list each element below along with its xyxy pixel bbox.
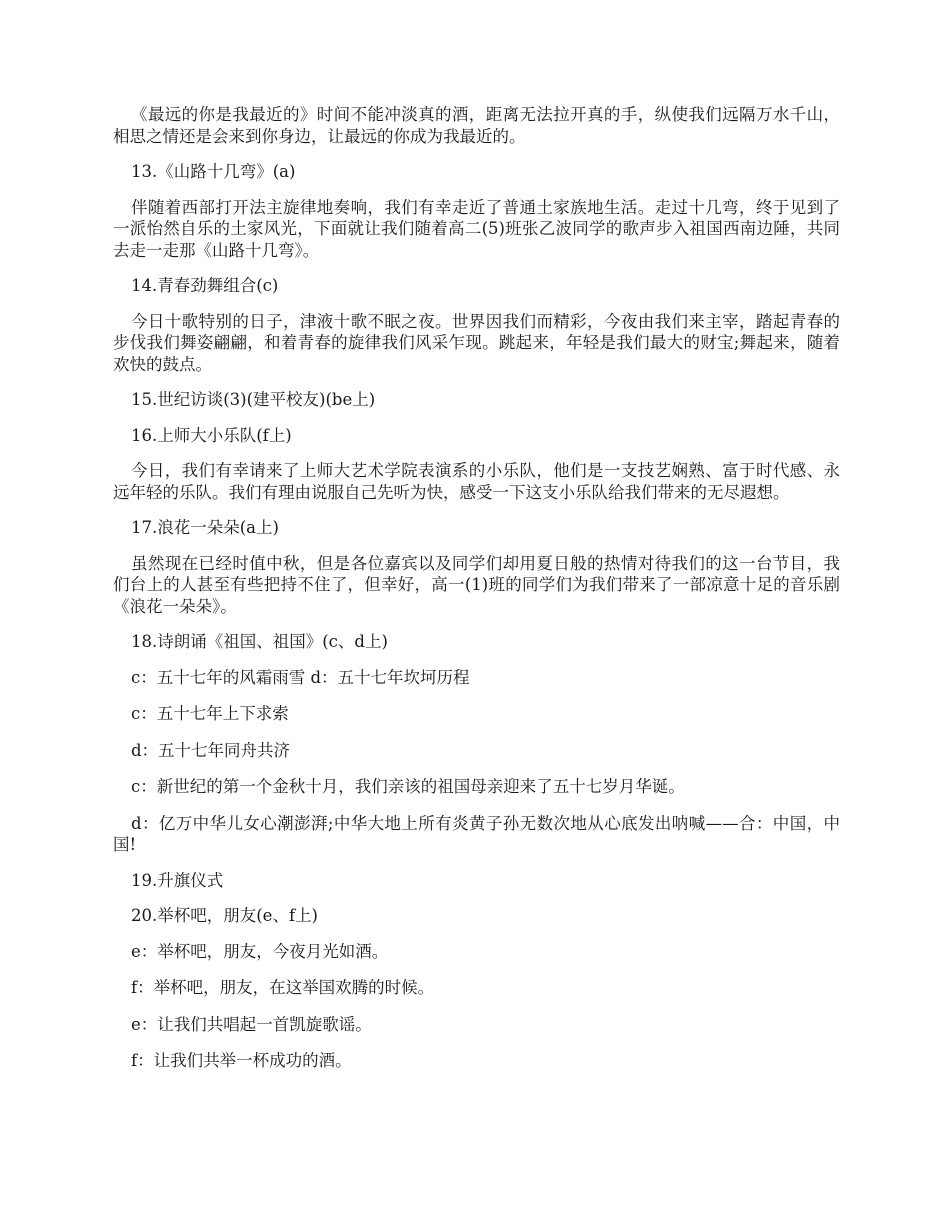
program-item-18: 18.诗朗诵《祖国、祖国》(c、d上): [131, 632, 388, 651]
program-item-13: 13.《山路十几弯》(a): [131, 162, 296, 181]
program-item-14: 14.青春劲舞组合(c): [131, 276, 279, 295]
program-item-17: 17.浪花一朵朵(a上): [131, 518, 279, 537]
dialogue-line: e：让我们共唱起一首凯旋歌谣。: [131, 1014, 372, 1034]
paragraph-item-14: 今日十歌特别的日子，津液十歌不眠之夜。世界因我们而精彩，今夜由我们来主宰，踏起青春的步伐我们舞姿翩翩，和着青春的旋律我们风采乍现。跳起来，年轻是我们最大的财宝;舞起来，随着欢快的鼓点。: [113, 311, 840, 374]
dialogue-line: f：让我们共举一杯成功的酒。: [131, 1051, 352, 1070]
program-item-16: 16.上师大小乐队(f上): [131, 425, 292, 445]
paragraph-item-13: 伴随着西部打开法主旋律地奏响，我们有幸走近了普通土家族地生活。走过十几弯，终于见到了一派怡然自乐的土家风光，下面就让我们随着高二(5)班张乙波同学的歌声步入祖国西南边陲，共同去走一走那《山路十几弯》。: [113, 197, 840, 260]
dialogue-line: f：举杯吧，朋友，在这举国欢腾的时候。: [131, 978, 435, 997]
paragraph-item-17: 虽然现在已经时值中秋，但是各位嘉宾以及同学们却用夏日般的热情对待我们的这一台节目，我们台上的人甚至有些把持不住了，但幸好，高一(1)班的同学们为我们带来了一部凉意十足的音乐剧《浪花一朵朵》。: [113, 553, 840, 616]
dialogue-line: c：五十七年上下求索: [131, 704, 289, 723]
program-item-19: 19.升旗仪式: [131, 870, 224, 890]
paragraph-intro: 《最远的你是我最近的》时间不能冲淡真的酒，距离无法拉开真的手，纵使我们远隔万水千山，相思之情还是会来到你身边，让最远的你成为我最近的。: [113, 105, 840, 146]
dialogue-line: c：五十七年的风霜雨雪 d：五十七年坎坷历程: [131, 667, 470, 687]
program-item-20: 20.举杯吧，朋友(e、f上): [131, 906, 318, 925]
dialogue-line: d：五十七年同舟共济: [131, 740, 291, 760]
program-item-15: 15.世纪访谈(3)(建平校友)(be上): [131, 390, 376, 409]
dialogue-line: c：新世纪的第一个金秋十月，我们亲该的祖国母亲迎来了五十七岁月华诞。: [131, 777, 685, 796]
dialogue-line: d：亿万中华儿女心潮澎湃;中华大地上所有炎黄子孙无数次地从心底发出呐喊——合：中国，中国!: [113, 813, 840, 854]
document-page: [113, 104, 840, 1087]
dialogue-line: e：举杯吧，朋友，今夜月光如酒。: [131, 941, 389, 961]
paragraph-item-16: 今日，我们有幸请来了上师大艺术学院表演系的小乐队，他们是一支技艺娴熟、富于时代感、永远年轻的乐队。我们有理由说服自己先听为快，感受一下这支小乐队给我们带来的无尽遐想。: [113, 461, 840, 502]
